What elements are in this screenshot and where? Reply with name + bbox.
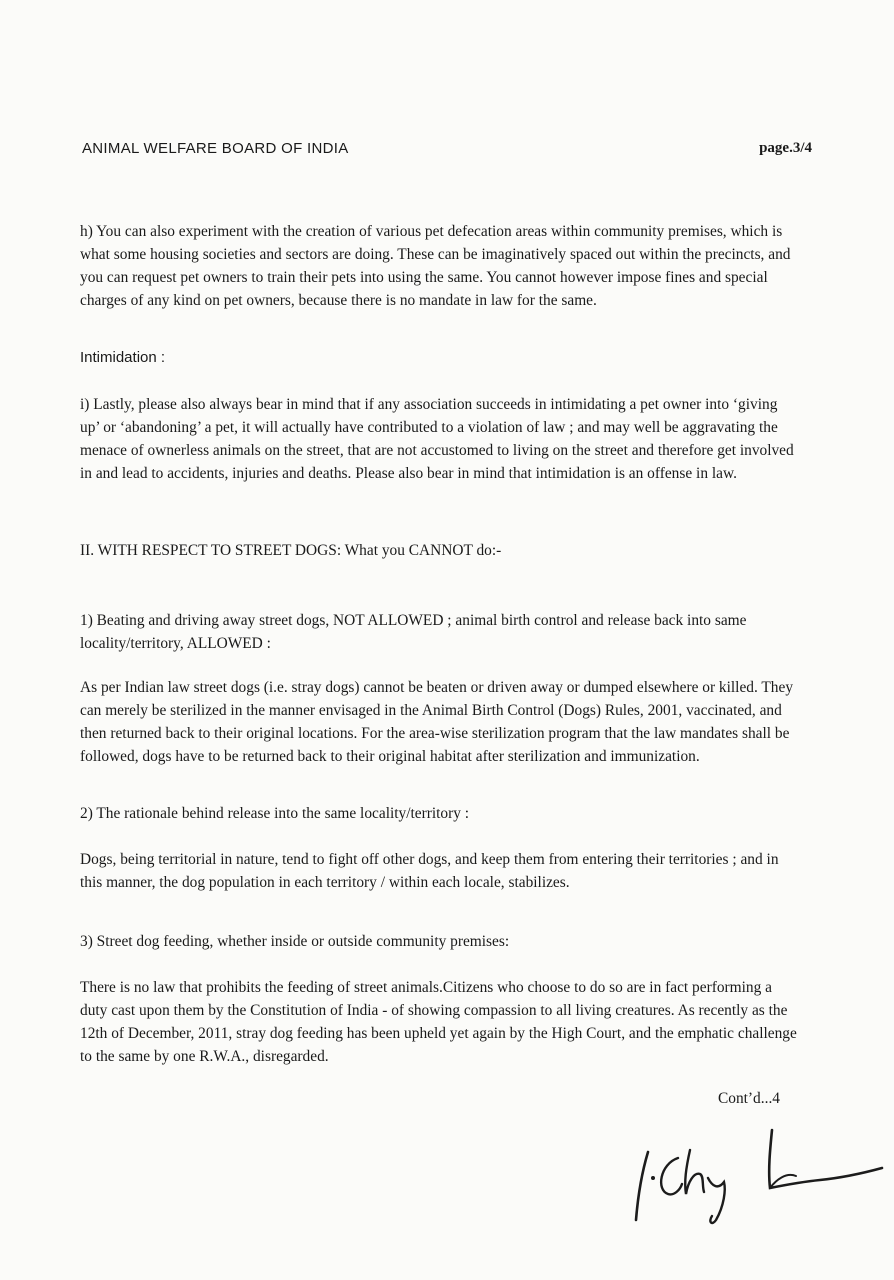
intimidation-heading: Intimidation : <box>80 349 166 366</box>
page-header <box>82 137 812 161</box>
section-2-heading: II. WITH RESPECT TO STREET DOGS: What you CANNOT do:- <box>80 542 502 559</box>
item-3-heading: 3) Street dog feeding, whether inside or outside community premises: <box>80 933 510 950</box>
item-1-paragraph: As per Indian law street dogs (i.e. stray dogs) cannot be beaten or driven away or dumped elsewhere or killed. They can merely be sterilized in the manner envisaged in the Animal Birth Control (Dogs) Rules, 2001, vaccinated, and then returned back to their original locations. For the area-wise sterilization program that the law mandates shall be followed, dogs have to be returned back to their original habitat after sterilization and immunization. <box>80 679 794 765</box>
item-3-paragraph: There is no law that prohibits the feeding of street animals.Citizens who choose to do so are in fact performing a duty cast upon them by the Constitution of India - of showing compassion to all living creatures. As recently as the 12th of December, 2011, stray dog feeding has been upheld yet again by the High Court, and the emphatic challenge to the same by one R.W.A., disregarded. <box>80 979 797 1065</box>
paragraph-i: i) Lastly, please also always bear in mind that if any association succeeds in intimidating a pet owner into ‘giving up’ or ‘abandoning’ a pet, it will actually have contributed to a violation of law ; and may well be aggravating the menace of ownerless animals on the street, that are not accustomed to living on the street and therefore get involved in and lead to accidents, injuries and deaths. Please also bear in mind that intimidation is an offense in law. <box>80 396 794 482</box>
continued-note: Cont’d...4 <box>718 1090 780 1107</box>
item-1-heading: 1) Beating and driving away street dogs, NOT ALLOWED ; animal birth control and release back into same locality/territory, ALLOWED : <box>80 612 747 652</box>
paragraph-h: h) You can also experiment with the creation of various pet defecation areas within community premises, which is what some housing societies and sectors are doing. These can be imaginatively spaced out within the precincts, and you can request pet owners to train their pets into using the same. You cannot however impose fines and special charges of any kind on pet owners, because there is no mandate in law for the same. <box>80 223 791 309</box>
item-2-paragraph: Dogs, being territorial in nature, tend to fight off other dogs, and keep them from entering their territories ; and in this manner, the dog population in each territory / within each locale, stabilizes. <box>80 851 779 891</box>
page-number: page.3/4 <box>759 140 812 156</box>
item-2-heading: 2) The rationale behind release into the same locality/territory : <box>80 805 470 822</box>
handwritten-signature <box>620 1120 890 1235</box>
organization-name: ANIMAL WELFARE BOARD OF INDIA <box>82 140 349 157</box>
